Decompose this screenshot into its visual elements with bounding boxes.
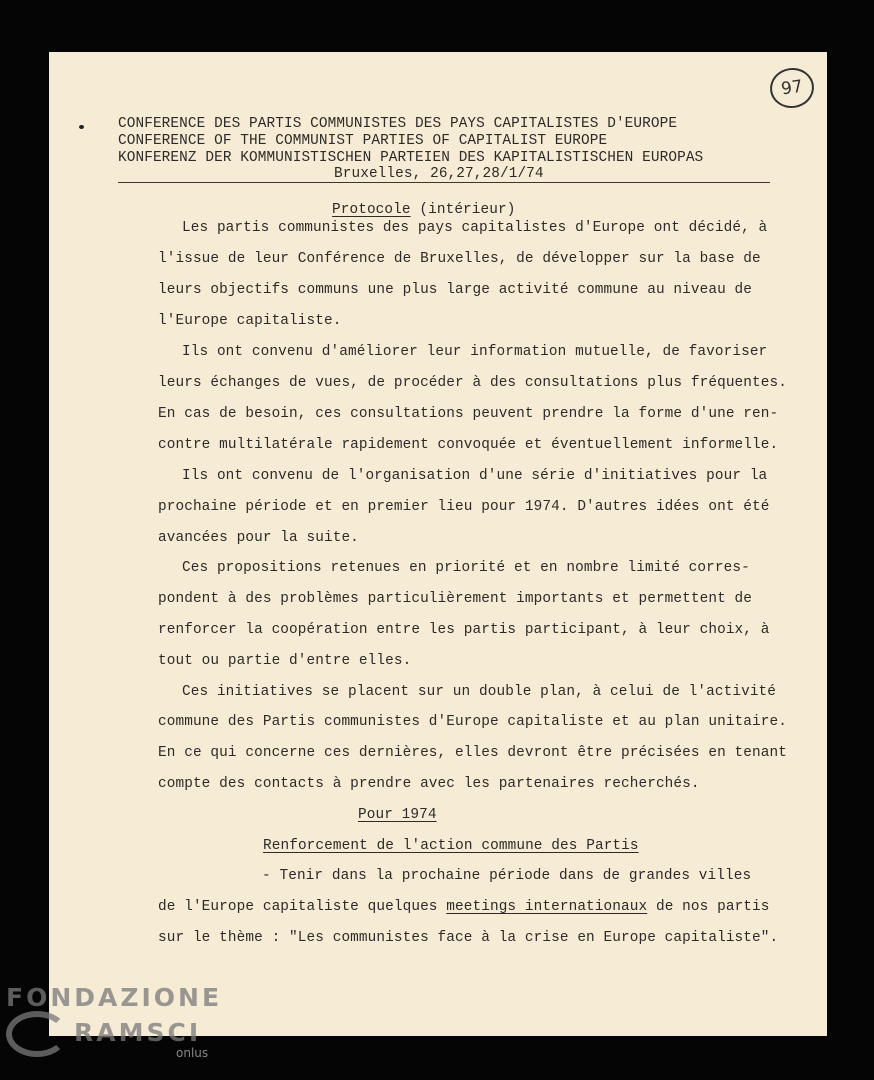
body-line: En cas de besoin, ces consultations peuvent prendre la forme d'une ren- xyxy=(158,406,779,422)
body-line: compte des contacts à prendre avec les partenaires recherchés. xyxy=(158,776,700,792)
header-german: KONFERENZ DER KOMMUNISTISCHEN PARTEIEN DES KAPITALISTISCHEN EUROPAS xyxy=(118,150,704,166)
body-line: contre multilatérale rapidement convoquée et éventuellement informelle. xyxy=(158,437,779,453)
body-line: Les partis communistes des pays capitalistes d'Europe ont décidé, à xyxy=(182,220,768,236)
header-rule xyxy=(118,182,770,183)
list-item-line: sur le thème : "Les communistes face à la crise en Europe capitaliste". xyxy=(158,930,779,946)
body-line: Ils ont convenu d'améliorer leur information mutuelle, de favoriser xyxy=(182,344,768,360)
body-line: Ces initiatives se placent sur un double plan, à celui de l'activité xyxy=(182,684,777,700)
ink-mark xyxy=(79,125,84,129)
title-suffix: (intérieur) xyxy=(419,202,516,218)
section-heading: Pour 1974 xyxy=(358,807,437,823)
body-line: renforcer la coopération entre les partis participant, à leur choix, à xyxy=(158,622,770,638)
body-line: avancées pour la suite. xyxy=(158,530,359,546)
document-title xyxy=(332,202,515,218)
body-line: l'Europe capitaliste. xyxy=(158,313,342,329)
list-item-line: de l'Europe capitaliste quelques meetings internationaux de nos partis xyxy=(158,899,770,915)
folio-number: 97 xyxy=(767,65,816,111)
title-main: Protocole xyxy=(332,202,411,218)
watermark-line1: FONDAZIONE xyxy=(6,983,223,1012)
underlined-phrase: meetings internationaux xyxy=(446,899,648,915)
body-line: En ce qui concerne ces dernières, elles devront être précisées en tenant xyxy=(158,745,787,761)
body-line: leurs échanges de vues, de procéder à des consultations plus fréquentes. xyxy=(158,375,787,391)
watermark-suffix: onlus xyxy=(176,1046,209,1060)
g-logo-icon xyxy=(6,1011,68,1057)
watermark-line2: RAMSCI xyxy=(74,1018,202,1047)
header-place-date: Bruxelles, 26,27,28/1/74 xyxy=(334,166,544,182)
header-french: CONFERENCE DES PARTIS COMMUNISTES DES PAYS CAPITALISTES D'EUROPE xyxy=(118,116,678,132)
list-item-line: - Tenir dans la prochaine période dans de grandes villes xyxy=(262,868,752,884)
body-line: leurs objectifs communs une plus large activité commune au niveau de xyxy=(158,282,753,298)
body-line: tout ou partie d'entre elles. xyxy=(158,653,412,669)
body-line: Ils ont convenu de l'organisation d'une série d'initiatives pour la xyxy=(182,468,768,484)
body-line: Ces propositions retenues en priorité et en nombre limité corres- xyxy=(182,560,750,576)
body-line: commune des Partis communistes d'Europe capitaliste et au plan unitaire. xyxy=(158,714,787,730)
body-line: prochaine période et en premier lieu pour 1974. D'autres idées ont été xyxy=(158,499,770,515)
section-subheading: Renforcement de l'action commune des Partis xyxy=(263,838,639,854)
body-line: pondent à des problèmes particulièrement importants et permettent de xyxy=(158,591,753,607)
header-english: CONFERENCE OF THE COMMUNIST PARTIES OF CAPITALIST EUROPE xyxy=(118,133,608,149)
body-line: l'issue de leur Conférence de Bruxelles, de développer sur la base de xyxy=(158,251,761,267)
